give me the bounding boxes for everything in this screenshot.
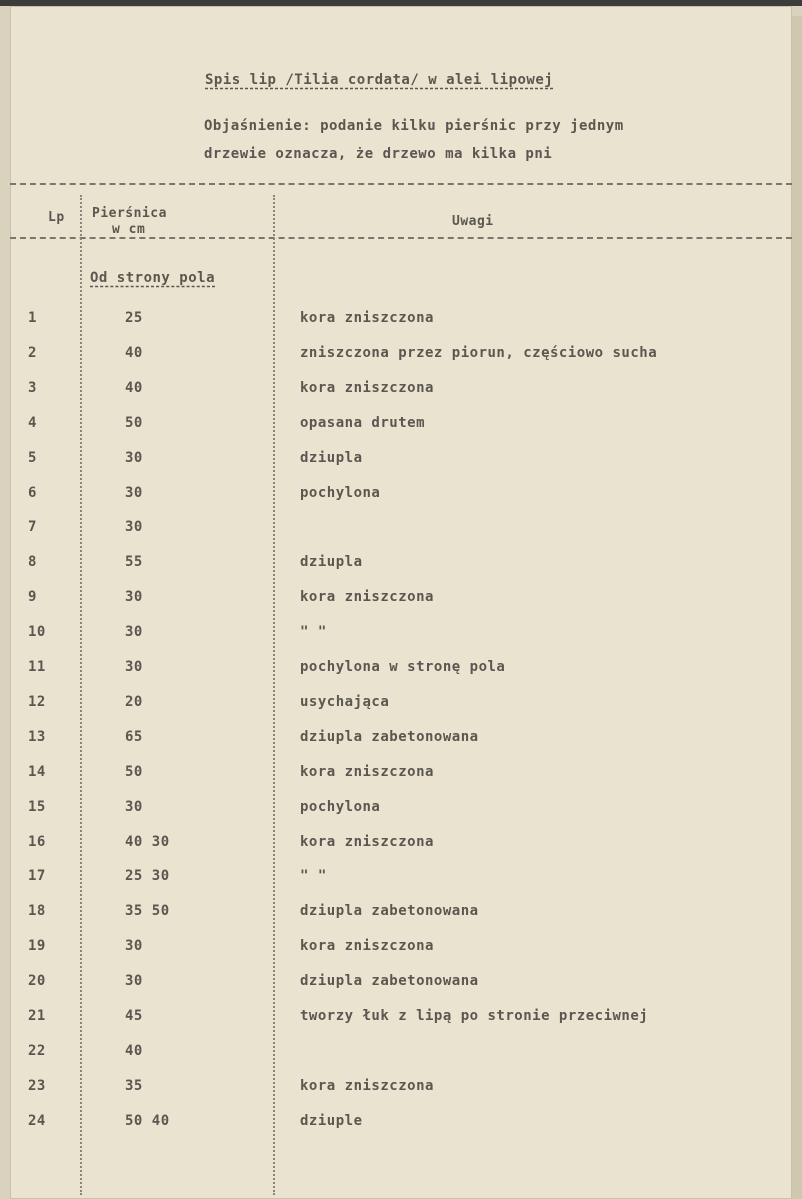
piersnica-cell: 35 50 (125, 903, 170, 920)
table-row (0, 1113, 802, 1137)
lp-cell: 7 (28, 519, 37, 536)
lp-cell: 1 (28, 310, 37, 326)
piersnica-cell: 35 (125, 1077, 143, 1094)
uwagi-cell: pochylona w stronę pola (300, 659, 506, 675)
lp-cell: 4 (28, 414, 37, 431)
piersnica-cell: 30 (125, 659, 143, 675)
lp-cell: 22 (28, 1042, 46, 1059)
lp-cell: 9 (28, 589, 37, 606)
table-row (0, 450, 802, 474)
piersnica-cell: 30 (125, 938, 143, 955)
piersnica-cell: 30 (125, 519, 143, 536)
header-bottom-rule (10, 237, 792, 239)
table-row (0, 729, 802, 753)
lp-cell: 21 (28, 1008, 46, 1024)
table-row (0, 415, 802, 439)
uwagi-cell: dziupla zabetonowana (300, 973, 479, 990)
lp-cell: 8 (28, 554, 37, 571)
table-row (0, 310, 802, 334)
piersnica-cell: 50 40 (125, 1112, 170, 1129)
piersnica-cell: 50 (125, 414, 143, 431)
table-row (0, 624, 802, 648)
table-row (0, 1078, 802, 1102)
table-row (0, 554, 802, 578)
uwagi-cell: kora zniszczona (300, 310, 434, 326)
piersnica-cell: 40 (125, 379, 143, 396)
table-row (0, 485, 802, 509)
piersnica-cell: 25 30 (125, 868, 170, 885)
uwagi-cell: kora zniszczona (300, 763, 434, 780)
note-line-1: Objaśnienie: podanie kilku pierśnic przy jednym (204, 118, 624, 134)
piersnica-cell: 30 (125, 449, 143, 466)
piersnica-cell: 40 (125, 1042, 143, 1059)
piersnica-cell: 30 (125, 624, 143, 641)
table-row (0, 834, 802, 858)
uwagi-cell: dziupla zabetonowana (300, 728, 479, 745)
lp-cell: 19 (28, 938, 46, 955)
lp-cell: 24 (28, 1112, 46, 1129)
piersnica-cell: 30 (125, 973, 143, 990)
uwagi-cell: " " (300, 624, 327, 641)
uwagi-cell: opasana drutem (300, 414, 426, 431)
uwagi-cell: kora zniszczona (300, 379, 434, 396)
uwagi-cell: kora zniszczona (300, 1077, 434, 1094)
table-row (0, 345, 802, 369)
piersnica-cell: 55 (125, 554, 143, 571)
piersnica-cell: 30 (125, 484, 143, 501)
piersnica-cell: 40 30 (125, 833, 170, 850)
piersnica-cell: 45 (125, 1008, 143, 1024)
lp-cell: 16 (28, 833, 46, 850)
piersnica-cell: 50 (125, 763, 143, 780)
table-row (0, 380, 802, 404)
table-row (0, 973, 802, 997)
table-row (0, 764, 802, 788)
table-row (0, 659, 802, 683)
table-row (0, 799, 802, 823)
uwagi-cell: " " (300, 868, 327, 885)
lp-cell: 23 (28, 1077, 46, 1094)
header-uwagi: Uwagi (452, 214, 494, 229)
header-top-rule (10, 183, 792, 185)
uwagi-cell: zniszczona przez piorun, częściowo sucha (300, 344, 658, 361)
lp-cell: 3 (28, 379, 37, 396)
uwagi-cell: pochylona (300, 484, 381, 501)
note-line-2: drzewie oznacza, że drzewo ma kilka pni (204, 146, 553, 162)
header-lp: Lp (48, 210, 65, 225)
uwagi-cell: kora zniszczona (300, 589, 434, 606)
lp-cell: 20 (28, 973, 46, 990)
table-row (0, 1043, 802, 1067)
lp-cell: 15 (28, 798, 46, 815)
uwagi-cell: dziupla (300, 554, 363, 571)
lp-cell: 6 (28, 484, 37, 501)
lp-cell: 18 (28, 903, 46, 920)
lp-cell: 17 (28, 868, 46, 885)
lp-cell: 13 (28, 728, 46, 745)
header-piersnica: Pierśnica (92, 206, 167, 221)
piersnica-cell: 40 (125, 344, 143, 361)
uwagi-cell: kora zniszczona (300, 938, 434, 955)
lp-cell: 12 (28, 693, 46, 710)
header-piersnica-unit: w cm (112, 222, 146, 237)
document-title: Spis lip /Tilia cordata/ w alei lipowej (205, 72, 554, 88)
table-row (0, 868, 802, 892)
lp-cell: 2 (28, 344, 37, 361)
uwagi-cell: dziuple (300, 1112, 363, 1129)
piersnica-cell: 25 (125, 310, 143, 326)
piersnica-cell: 65 (125, 728, 143, 745)
table-row (0, 938, 802, 962)
piersnica-cell: 30 (125, 798, 143, 815)
uwagi-cell: dziupla (300, 449, 363, 466)
uwagi-cell: tworzy łuk z lipą po stronie przeciwnej (300, 1008, 649, 1024)
uwagi-cell: pochylona (300, 798, 381, 815)
lp-cell: 5 (28, 449, 37, 466)
table-row (0, 694, 802, 718)
lp-cell: 14 (28, 763, 46, 780)
uwagi-cell: dziupla zabetonowana (300, 903, 479, 920)
table-row (0, 519, 802, 543)
table-row (0, 1008, 802, 1032)
uwagi-cell: kora zniszczona (300, 833, 434, 850)
lp-cell: 11 (28, 659, 46, 675)
uwagi-cell: usychająca (300, 693, 390, 710)
piersnica-cell: 30 (125, 589, 143, 606)
table-row (0, 589, 802, 613)
lp-cell: 10 (28, 624, 46, 641)
piersnica-cell: 20 (125, 693, 143, 710)
section-title: Od strony pola (90, 270, 216, 286)
table-row (0, 903, 802, 927)
